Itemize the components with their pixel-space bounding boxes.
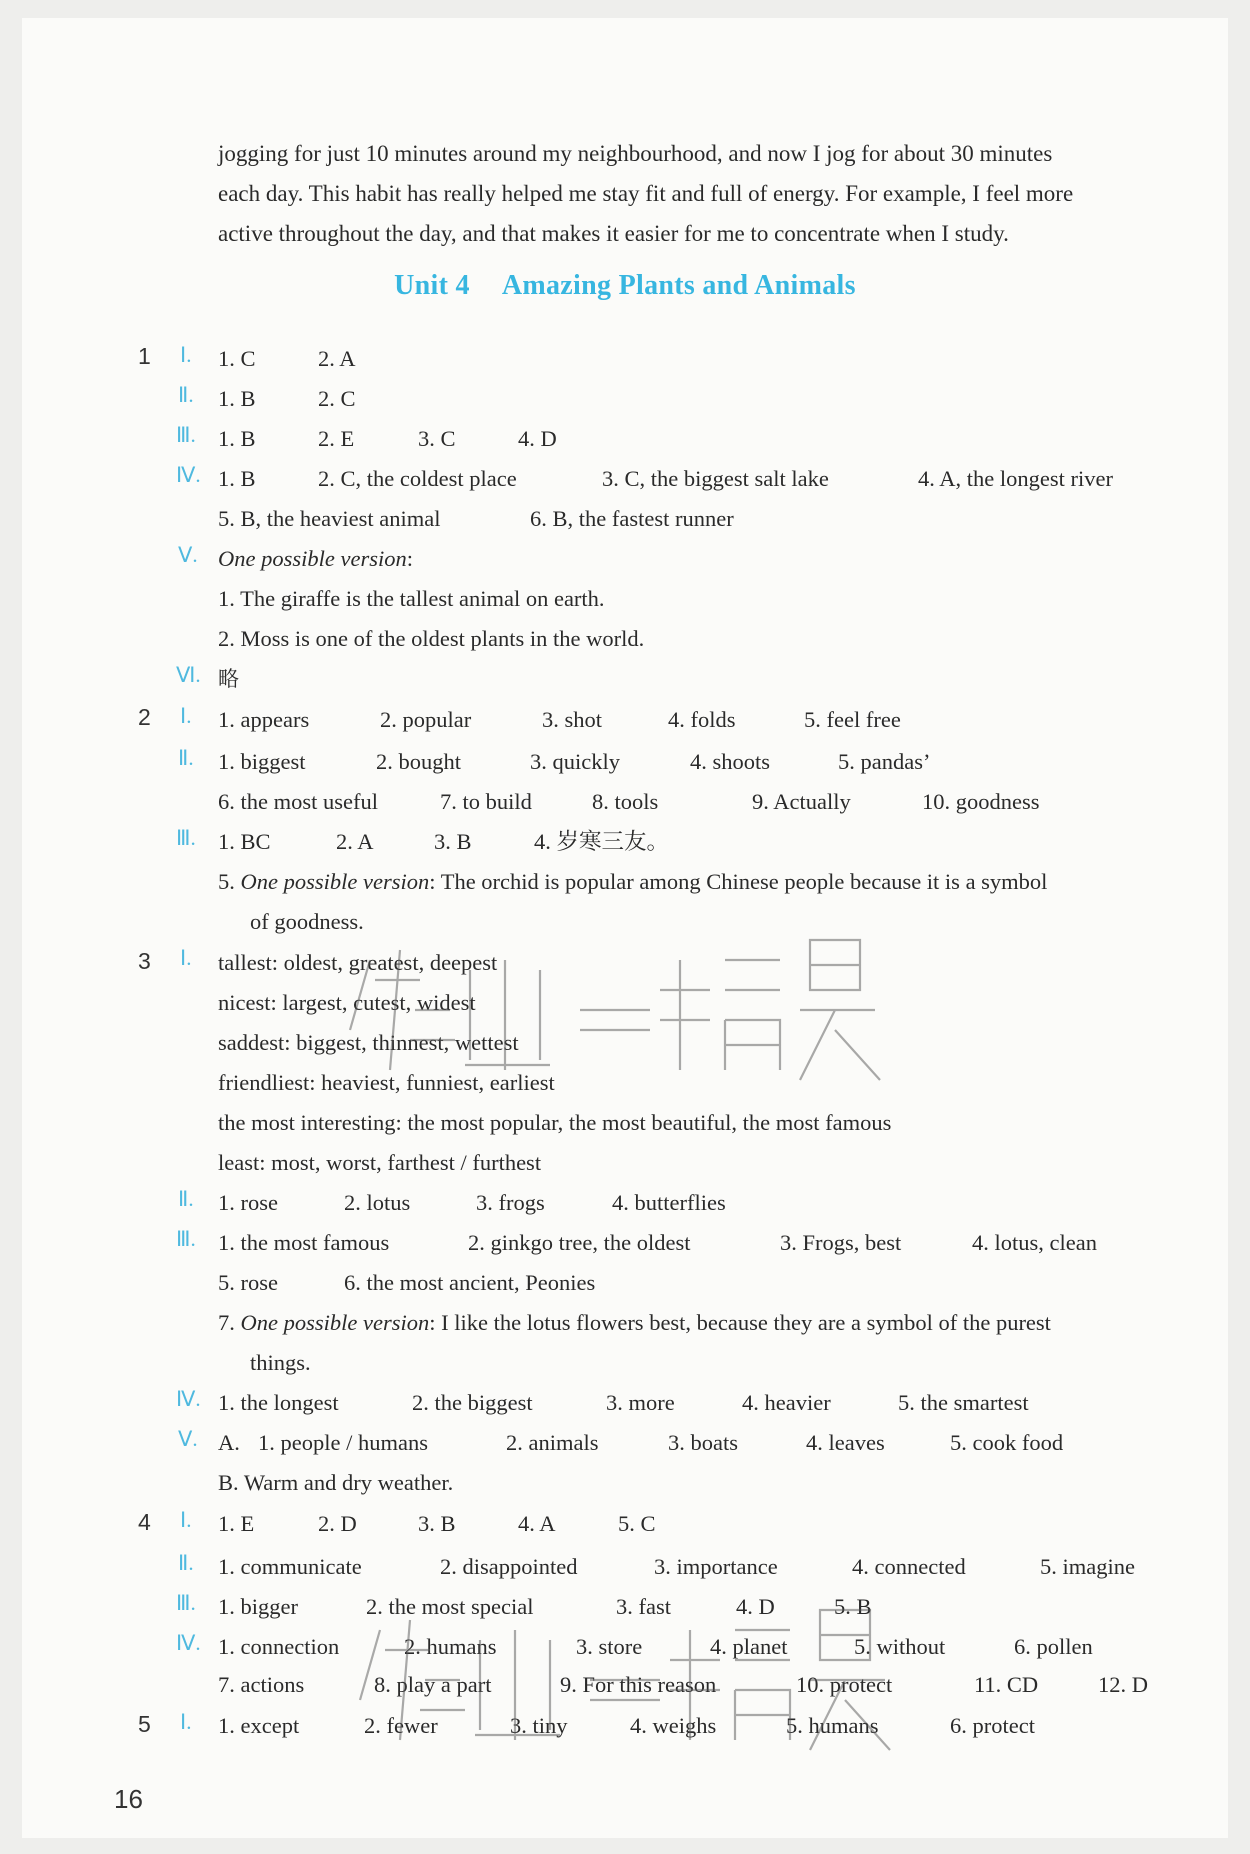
answer-item: 1. the most famous	[218, 1230, 390, 1255]
answer-item: 4. D	[736, 1594, 775, 1619]
answer-item: 1. BC	[218, 829, 271, 854]
answer-item: 5. without	[854, 1634, 946, 1659]
answer-item: 5. rose	[218, 1270, 278, 1295]
possible-version-heading: One possible version:	[218, 546, 413, 571]
answer-item: 9. Actually	[752, 789, 851, 814]
roman-numeral: Ⅰ.	[180, 1508, 192, 1532]
answer-item: 1. rose	[218, 1190, 278, 1215]
section-number-2: 2	[138, 704, 151, 730]
answer-item: 7. actions	[218, 1672, 305, 1697]
answer-item: 7. to build	[440, 789, 532, 814]
answer-item: 4. A, the longest river	[918, 466, 1113, 491]
roman-numeral: Ⅲ.	[176, 423, 196, 447]
roman-numeral: Ⅱ.	[178, 383, 194, 407]
answer-item: 2. the biggest	[412, 1390, 533, 1415]
answer-item: 2. bought	[376, 749, 462, 774]
roman-numeral: Ⅴ.	[178, 543, 198, 567]
answer-item: 4. D	[518, 426, 557, 451]
answer-item: 1. communicate	[218, 1554, 362, 1579]
answer-item: 8. play a part	[374, 1672, 492, 1697]
roman-numeral: Ⅱ.	[178, 746, 194, 770]
answer-item: 1. bigger	[218, 1594, 298, 1619]
answer-item: 3. more	[606, 1390, 675, 1415]
answer-item: 1. E	[218, 1511, 255, 1536]
answer-item: 2. D	[318, 1511, 357, 1536]
answer-item: 3. frogs	[476, 1190, 545, 1215]
answer-item: 2. lotus	[344, 1190, 411, 1215]
answer-sentence: 1. The giraffe is the tallest animal on earth.	[218, 586, 605, 611]
answer-item: 5. humans	[786, 1713, 879, 1738]
answer-item: 2. fewer	[364, 1713, 438, 1738]
answer-item: 2. A	[336, 829, 374, 854]
roman-numeral: Ⅳ.	[176, 463, 201, 487]
roman-numeral: Ⅱ.	[178, 1551, 194, 1575]
answer-item: 3. quickly	[530, 749, 620, 774]
answer-sentence: 7. One possible version: I like the lotus flowers best, because they are a symbol of the purest	[218, 1310, 1051, 1335]
page-number: 16	[114, 1784, 143, 1814]
roman-numeral: Ⅳ.	[176, 1631, 201, 1655]
roman-numeral: Ⅲ.	[176, 1227, 196, 1251]
roman-numeral: Ⅰ.	[180, 704, 192, 728]
answer-sentence-cont: of goodness.	[250, 909, 364, 934]
answer-item: 4. weighs	[630, 1713, 717, 1738]
answer-item: 3. fast	[616, 1594, 671, 1619]
answer-item: 2. popular	[380, 707, 472, 732]
answer-item: 3. importance	[654, 1554, 778, 1579]
answer-item: 2. the most special	[366, 1594, 534, 1619]
answer-item: 6. pollen	[1014, 1634, 1093, 1659]
answer-item: 5. C	[618, 1511, 656, 1536]
answer-item: 6. the most useful	[218, 789, 378, 814]
answer-item: 3. C	[418, 426, 456, 451]
answer-item: 4. lotus, clean	[972, 1230, 1097, 1255]
section-number-4: 4	[138, 1509, 151, 1535]
answer-item: 6. B, the fastest runner	[530, 506, 734, 531]
answer-item: 1. appears	[218, 707, 310, 732]
answer-item: 4. planet	[710, 1634, 788, 1659]
answer-item: 3. B	[418, 1511, 456, 1536]
word-group-line: nicest: largest, cutest, widest	[218, 990, 476, 1015]
answer-item: 2. disappointed	[440, 1554, 578, 1579]
answer-item: 4. butterflies	[612, 1190, 726, 1215]
answer-item: 11. CD	[974, 1672, 1039, 1697]
answer-item: 4. 岁寒三友。	[534, 829, 670, 854]
answer-item: 5. cook food	[950, 1430, 1064, 1455]
answer-item: 2. C, the coldest place	[318, 466, 517, 491]
answer-item: 5. the smartest	[898, 1390, 1029, 1415]
unit-name: Amazing Plants and Animals	[501, 270, 856, 301]
answer-item: 3. store	[576, 1634, 643, 1659]
word-group-line: friendliest: heaviest, funniest, earliest	[218, 1070, 555, 1095]
answer-item: 3. C, the biggest salt lake	[602, 466, 829, 491]
answer-item: 3. B	[434, 829, 472, 854]
answer-sentence: 2. Moss is one of the oldest plants in the world.	[218, 626, 645, 651]
answer-item: 10. goodness	[922, 789, 1040, 814]
intro-line-3: active throughout the day, and that makes it easier for me to concentrate when I study.	[218, 221, 1009, 246]
answer-item: 10. protect	[796, 1672, 893, 1697]
answer-item: 8. tools	[592, 789, 659, 814]
answer-item: 2. ginkgo tree, the oldest	[468, 1230, 691, 1255]
answer-item: 6. the most ancient, Peonies	[344, 1270, 596, 1295]
answer-item: 3. boats	[668, 1430, 738, 1455]
section-number-3: 3	[138, 948, 151, 974]
answer-item: 1. B	[218, 426, 256, 451]
answer-item: 5. B	[834, 1594, 872, 1619]
answer-item: 1. connection	[218, 1634, 340, 1659]
roman-numeral: Ⅰ.	[180, 1710, 192, 1734]
answer-item: A.	[218, 1430, 240, 1455]
answer-item: 3. tiny	[510, 1713, 568, 1738]
omitted-mark: 略	[218, 667, 239, 691]
section-number-5: 5	[138, 1711, 151, 1737]
answer-item: 9. For this reason	[560, 1672, 717, 1697]
answer-item: 5. B, the heaviest animal	[218, 506, 441, 531]
answer-item: 4. folds	[668, 707, 736, 732]
section-number-1: 1	[138, 343, 151, 369]
answer-item: 4. A	[518, 1511, 556, 1536]
answer-item: 3. shot	[542, 707, 603, 732]
word-group-line: saddest: biggest, thinnest, wettest	[218, 1030, 519, 1055]
roman-numeral: Ⅵ.	[176, 663, 201, 687]
answer-sentence: B. Warm and dry weather.	[218, 1470, 454, 1495]
word-group-line: tallest: oldest, greatest, deepest	[218, 950, 498, 975]
unit-title	[0, 270, 1250, 302]
unit-label: Unit 4	[394, 270, 470, 301]
roman-numeral: Ⅲ.	[176, 1591, 196, 1615]
answer-item: 2. humans	[404, 1634, 497, 1659]
answer-item: 4. heavier	[742, 1390, 831, 1415]
roman-numeral: Ⅳ.	[176, 1387, 201, 1411]
answer-item: 1. except	[218, 1713, 300, 1738]
word-group-line: the most interesting: the most popular, the most beautiful, the most famous	[218, 1110, 892, 1135]
answer-item: 6. protect	[950, 1713, 1035, 1738]
answer-item: 1. B	[218, 466, 256, 491]
intro-line-1: jogging for just 10 minutes around my neighbourhood, and now I jog for about 30 minutes	[218, 141, 1053, 166]
roman-numeral: Ⅰ.	[180, 343, 192, 367]
answer-item: 1. biggest	[218, 749, 306, 774]
roman-numeral: Ⅴ.	[178, 1427, 198, 1451]
roman-numeral: Ⅰ.	[180, 946, 192, 970]
answer-item: 4. connected	[852, 1554, 966, 1579]
answer-item: 2. E	[318, 426, 355, 451]
intro-line-2: each day. This habit has really helped me stay fit and full of energy. For example, I feel more	[218, 181, 1074, 206]
answer-item: 2. animals	[506, 1430, 599, 1455]
answer-item: 4. shoots	[690, 749, 771, 774]
answer-item: 12. D	[1098, 1672, 1148, 1697]
answer-item: 5. pandas’	[838, 749, 931, 774]
word-group-line: least: most, worst, farthest / furthest	[218, 1150, 542, 1175]
answer-item: 1. B	[218, 386, 256, 411]
answer-item: 1. C	[218, 346, 256, 371]
answer-item: 1. people / humans	[258, 1430, 428, 1455]
roman-numeral: Ⅱ.	[178, 1187, 194, 1211]
answer-item: 3. Frogs, best	[780, 1230, 902, 1255]
answer-sentence-cont: things.	[250, 1350, 311, 1375]
answer-item: 5. imagine	[1040, 1554, 1135, 1579]
answer-item: 4. leaves	[806, 1430, 885, 1455]
answer-item: 1. the longest	[218, 1390, 339, 1415]
answer-sentence: 5. One possible version: The orchid is popular among Chinese people because it is a symbol	[218, 869, 1048, 894]
answer-item: 5. feel free	[804, 707, 901, 732]
roman-numeral: Ⅲ.	[176, 826, 196, 850]
answer-item: 2. C	[318, 386, 356, 411]
answer-item: 2. A	[318, 346, 356, 371]
